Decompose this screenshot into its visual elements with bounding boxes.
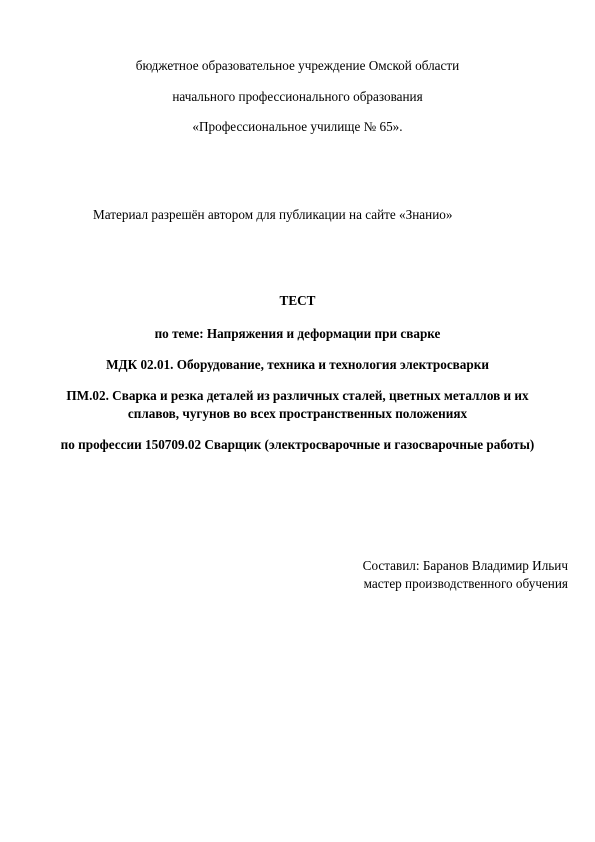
test-pm-line-2: сплавов, чугунов во всех пространственных положениях (127, 406, 468, 421)
author-position: мастер производственного обучения (363, 576, 568, 591)
test-profession: по профессии 150709.02 Сварщик (электросварочные и газосварочные работы) (60, 437, 535, 452)
test-topic: по теме: Напряжения и деформации при сварке (154, 326, 441, 341)
author-name: Составил: Баранов Владимир Ильич (362, 558, 568, 573)
test-mdk: МДК 02.01. Оборудование, техника и технология электросварки (106, 357, 489, 372)
test-pm-line-1: ПМ.02. Сварка и резка деталей из различных сталей, цветных металлов и их (66, 388, 529, 403)
header-line-1: бюджетное образовательное учреждение Омской области (135, 58, 460, 73)
permission-note: Материал разрешён автором для публикации на сайте «Знанио» (93, 207, 453, 222)
test-title: ТЕСТ (279, 293, 316, 308)
header-line-2: начального профессионального образования (172, 89, 423, 104)
header-line-3: «Профессиональное училище № 65». (192, 119, 403, 134)
